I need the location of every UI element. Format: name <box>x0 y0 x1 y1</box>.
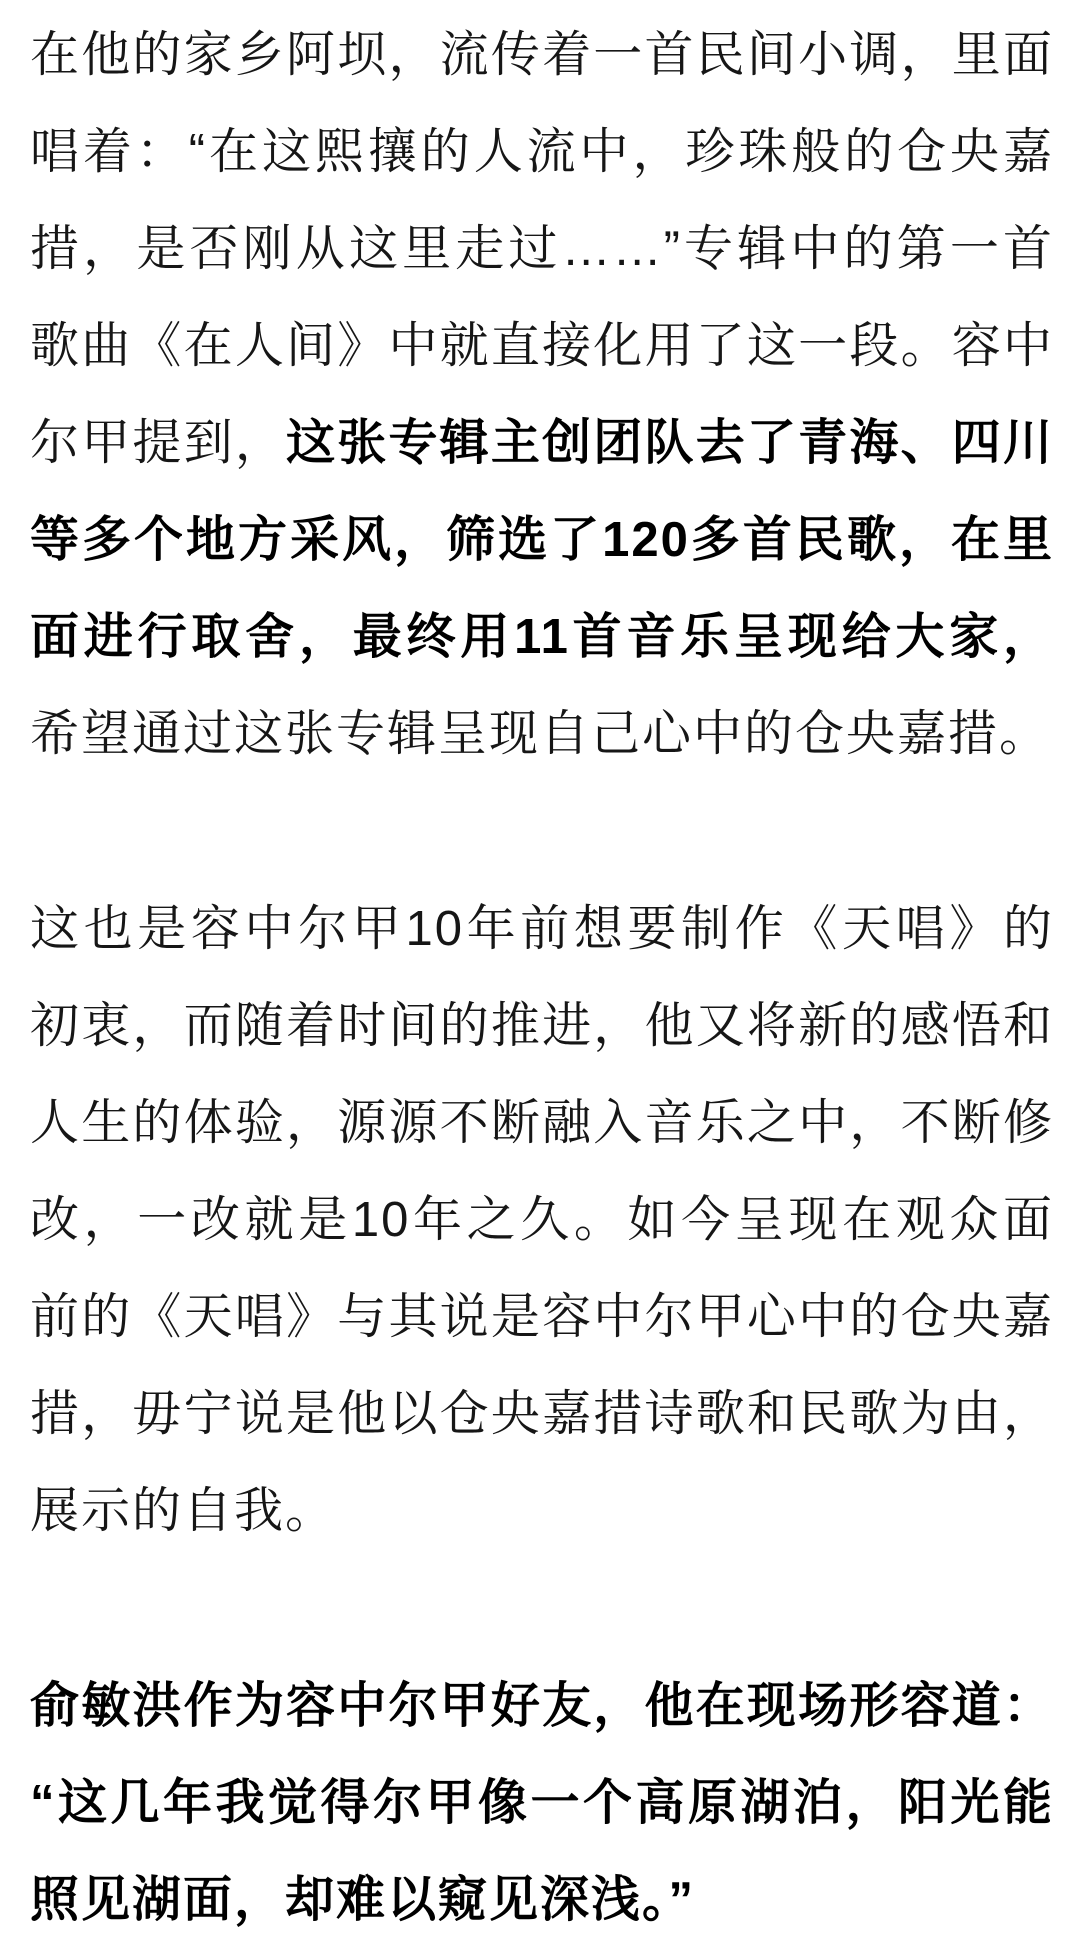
paragraph <box>30 7 1054 783</box>
paragraph-list <box>30 7 1054 1949</box>
text-segment-bold: 这张专辑主创团队去了青海、四川等多个地方采风，筛选了120多首民歌，在里面进行取舍，最终用11首音乐呈现给大家， <box>30 416 1054 664</box>
text-segment-bold: 俞敏洪作为容中尔甲好友，他在现场形容道：“这几年我觉得尔甲像一个高原湖泊，阳光能照见湖面，却难以窥见深浅。” <box>30 1679 1054 1927</box>
text-segment: 这也是容中尔甲10年前想要制作《天唱》的初衷，而随着时间的推进，他又将新的感悟和人生的体验，源源不断融入音乐之中，不断修改，一改就是10年之久。如今呈现在观众面前的《天唱》与其说是容中尔甲心中的仓央嘉措，毋宁说是他以仓央嘉措诗歌和民歌为由，展示的自我。 <box>30 902 1054 1538</box>
text-segment: 在他的家乡阿坝，流传着一首民间小调，里面唱着：“在这熙攘的人流中，珍珠般的仓央嘉措，是否刚从这里走过……”专辑中的第一首歌曲《在人间》中就直接化用了这一段。容中尔甲提到， <box>30 28 1054 470</box>
paragraph <box>30 1658 1054 1949</box>
text-segment: 希望通过这张专辑呈现自己心中的仓央嘉措。 <box>30 707 1051 761</box>
paragraph <box>30 881 1054 1560</box>
